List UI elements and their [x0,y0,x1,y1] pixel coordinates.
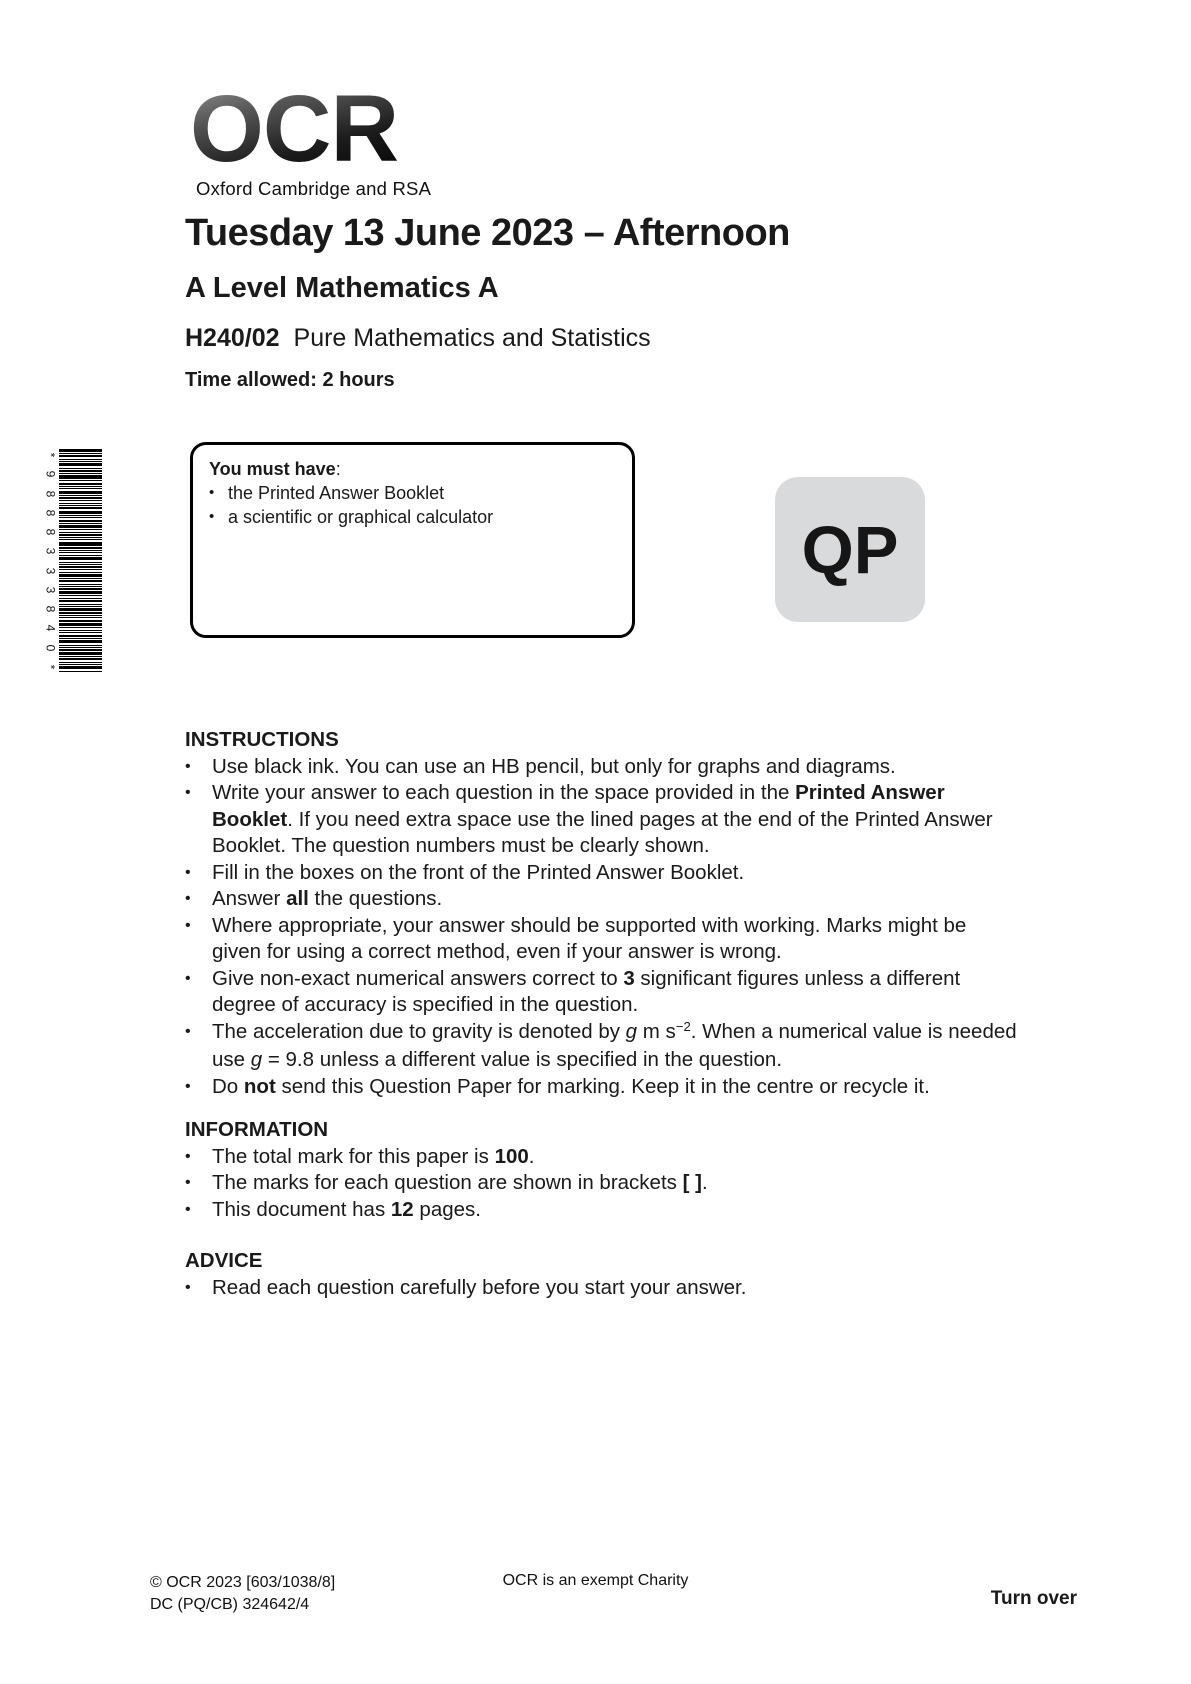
paper-name: Pure Mathematics and Statistics [293,324,651,352]
bullet-marker: • [185,1200,191,1218]
list-item-text: Give non-exact numerical answers correct to 3 significant figures unless a different degree of accuracy is specified in the question. [212,966,961,1016]
bullet-marker: • [185,784,191,801]
qp-badge [775,477,925,622]
information-list [185,1144,1017,1224]
instructions-heading: INSTRUCTIONS [185,728,339,751]
bullet-marker: • [185,1147,191,1165]
must-have-heading: You must have: [209,459,341,479]
list-item [185,1074,1017,1101]
list-item-text: Write your answer to each question in the space provided in the Printed Answer Booklet. If you need extra space use the lined pages at the end of the Printed Answer Booklet. The question numbers must be clearly shown. [212,781,993,857]
instructions-section [185,727,1017,1100]
information-heading: INFORMATION [185,1118,329,1141]
information-section [185,1117,1017,1223]
list-item-text: Read each question carefully before you start your answer. [212,1275,747,1299]
list-item [185,966,1017,1019]
instructions-list [185,754,1017,1101]
list-item [185,913,1017,966]
advice-list [185,1275,1017,1302]
list-item-text: Use black ink. You can use an HB pencil, but only for graphs and diagrams. [212,754,896,778]
list-item-text: Where appropriate, your answer should be supported with working. Marks might be given for using a correct method, even if your answer is wrong. [212,913,967,963]
bullet-marker: • [185,1278,191,1296]
list-item-text: a scientific or graphical calculator [228,507,494,527]
barcode-char: 8 [43,490,58,497]
barcode-bars [59,449,102,673]
footer-copyright-line2: DC (PQ/CB) 324642/4 [150,1596,310,1613]
barcode-char: 3 [43,547,58,555]
turn-over-label: Turn over [990,1588,1077,1609]
ocr-logo [190,76,432,200]
list-item-text: the Printed Answer Booklet [228,483,445,503]
paper-code: H240/02 [185,324,280,352]
must-have-list [209,481,616,529]
list-item [185,1170,1017,1197]
barcode-char: 3 [43,567,58,574]
bullet-marker: • [185,863,191,881]
list-item [185,1019,1017,1074]
bullet-marker: • [185,757,191,775]
bullet-marker: • [185,1174,191,1191]
list-item-text: The acceleration due to gravity is denoted by g m $s^{-2}$. When a numerical value is needed use g = 9.8 unless a different value is specified in the question. [212,1018,1017,1071]
list-item-text: Fill in the boxes on the front of the Printed Answer Booklet. [212,860,745,884]
bullet-marker: • [185,1077,191,1095]
qualification-title: A Level Mathematics A [185,272,499,304]
list-item-text: The marks for each question are shown in brackets [ ]. [212,1171,708,1194]
barcode-char: 8 [43,528,58,536]
barcode-char: 9 [43,470,58,478]
list-item-text: The total mark for this paper is 100. [212,1144,535,1168]
list-item [209,505,616,529]
barcode-text [42,449,59,673]
ocr-logo-tagline: Oxford Cambridge and RSA [196,178,432,200]
barcode-char: * [43,452,58,458]
list-item-text: Do not send this Question Paper for marking. Keep it in the centre or recycle it. [212,1074,930,1098]
qp-badge-label: QP [801,513,899,588]
bullet-marker: • [209,508,215,525]
footer-copyright-line1: © OCR 2023 [603/1038/8] [150,1574,336,1591]
list-item [185,1197,1017,1224]
exam-date-title: Tuesday 13 June 2023 – Afternoon [185,212,790,254]
list-item [185,860,1017,887]
advice-section [185,1248,1017,1301]
bullet-marker: • [209,484,215,501]
list-item [185,780,1017,860]
paper-code-line [185,324,651,353]
list-item [209,481,616,505]
advice-heading: ADVICE [185,1249,263,1272]
list-item-text: This document has 12 pages. [212,1197,481,1221]
barcode-char: 4 [43,625,58,632]
list-item-text: Answer all the questions. [212,887,443,910]
bullet-marker: • [185,916,191,934]
time-allowed: Time allowed: 2 hours [185,369,395,391]
barcode [42,449,102,673]
footer-charity-note: OCR is an exempt Charity [502,1572,689,1589]
list-item [185,886,1017,913]
barcode-char: 8 [43,509,58,517]
barcode-char: 8 [43,605,58,613]
bullet-marker: • [185,890,191,907]
barcode-gap [59,672,102,673]
bullet-marker: • [185,969,191,987]
barcode-char: * [43,664,58,670]
list-item [185,1144,1017,1171]
ocr-logo-text: OCR [190,84,431,174]
list-item [185,754,1017,781]
bullet-marker: • [185,1022,191,1040]
must-have-box [190,442,635,638]
barcode-char: 0 [43,644,58,651]
list-item [185,1275,1017,1302]
barcode-char: 3 [43,586,58,594]
